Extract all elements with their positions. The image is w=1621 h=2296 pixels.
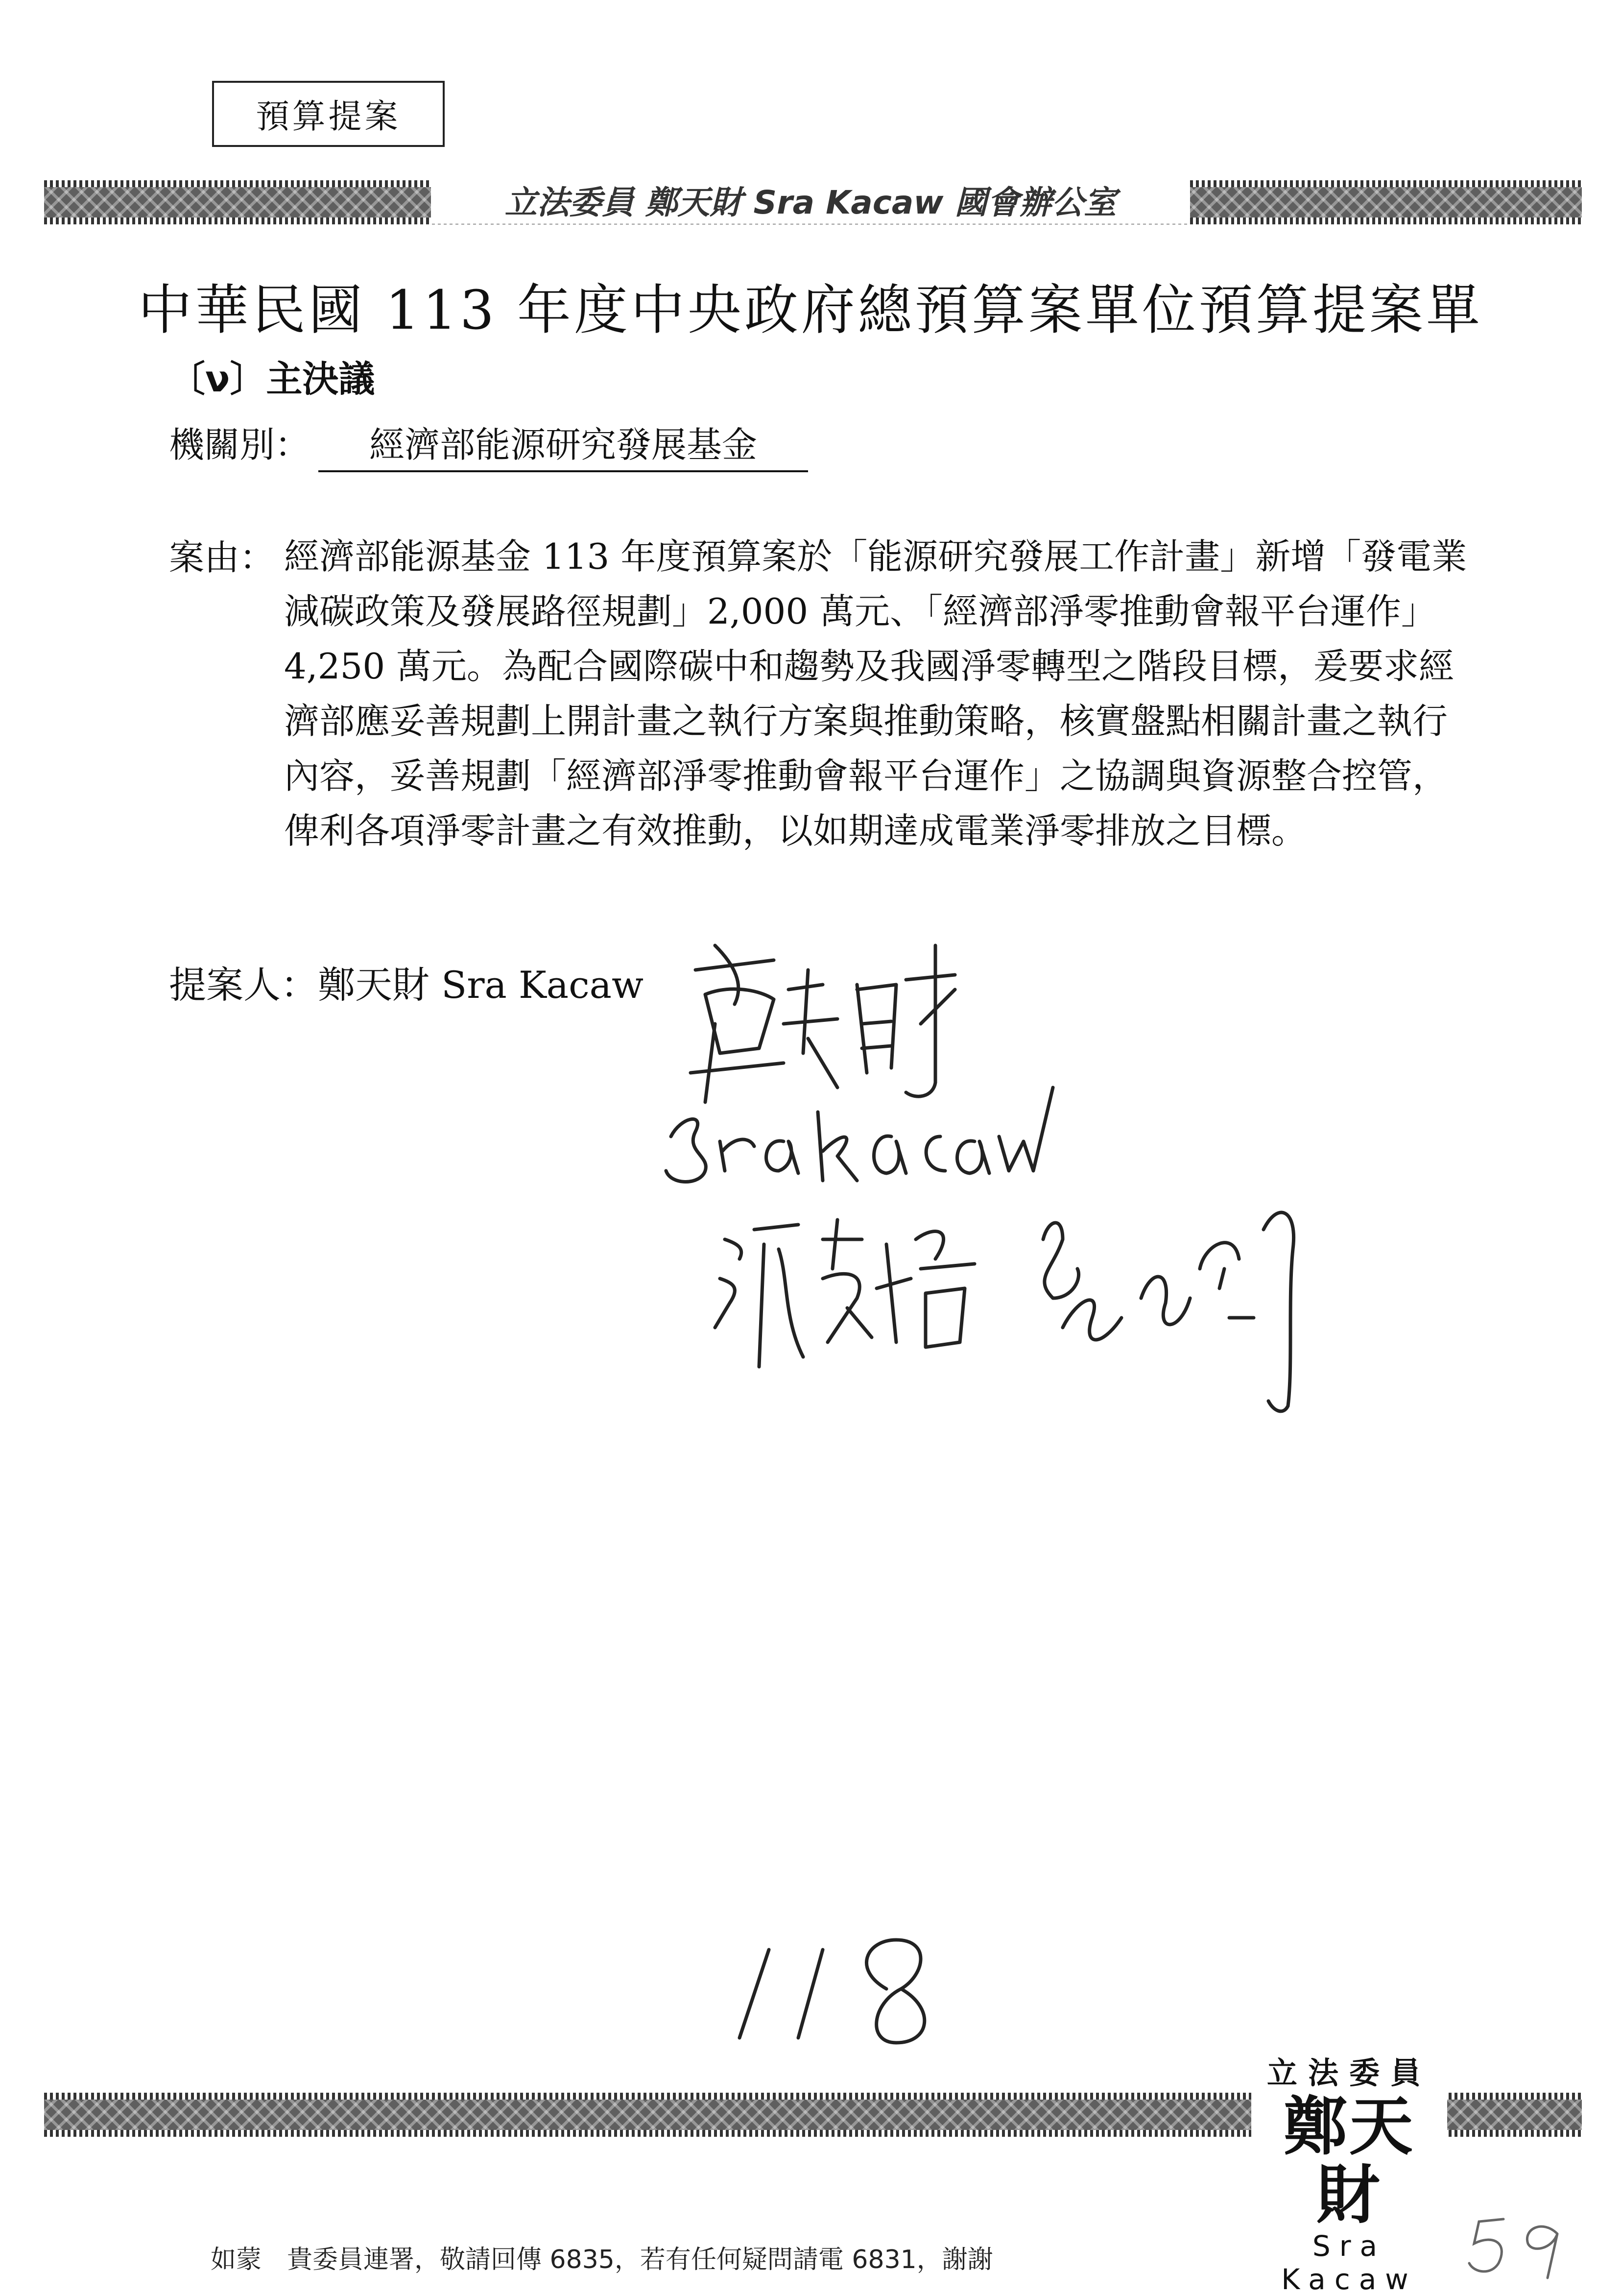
signature-cosigner-1 bbox=[715, 1220, 975, 1367]
handwritten-corner-number bbox=[1464, 2204, 1582, 2283]
proposer-line: 提案人：鄭天財 Sra Kacaw bbox=[169, 963, 644, 1007]
legislator-logo bbox=[1251, 2048, 1447, 2296]
footer-note: 如蒙 貴委員連署，敬請回傳 6835，若有任何疑問請電 6831，謝謝 bbox=[211, 2245, 993, 2274]
agency-value: 經濟部能源研究發展基金 bbox=[318, 416, 808, 472]
logo-subtitle: Sra Kacaw bbox=[1281, 2229, 1417, 2296]
resolution-type: 〔ν〕主決議 bbox=[169, 358, 375, 400]
agency-label: 機關別： bbox=[169, 424, 310, 465]
logo-title: 立法委員 bbox=[1266, 2055, 1431, 2091]
logo-name: 鄭天財 bbox=[1283, 2089, 1415, 2232]
signature-cosigner-2 bbox=[1043, 1212, 1294, 1411]
office-banner-text: 立法委員 鄭天財 Sra Kacaw 國會辦公室 bbox=[431, 175, 1190, 224]
proposal-type-box: 預算提案 bbox=[212, 81, 445, 147]
case-text: 經濟部能源基金 113 年度預算案於「能源研究發展工作計畫」新增「發電業減碳政策及發展路徑規劃」2,000 萬元、「經濟部淨零推動會報平台運作」4,250 萬元。為配合國際碳中和趨勢及我國淨零轉型之階段目標，爰要求經濟部應妥善規劃上開計畫之執行方案與推動策略，核實盤點相關計畫之執行內容，妥善規劃「經濟部淨零推動會報平台運作」之協調與資源整合控管，俾利各項淨零計畫之有效推動，以如期達成電業淨零排放之目標。 bbox=[284, 536, 1467, 851]
handwritten-page-number bbox=[725, 1930, 970, 2057]
document-title: 中華民國 113 年度中央政府總預算案單位預算提案單 bbox=[138, 279, 1483, 341]
handwritten-signatures bbox=[661, 926, 1322, 1416]
case-label: 案由： bbox=[169, 537, 275, 578]
signature-proposer bbox=[666, 945, 1053, 1182]
